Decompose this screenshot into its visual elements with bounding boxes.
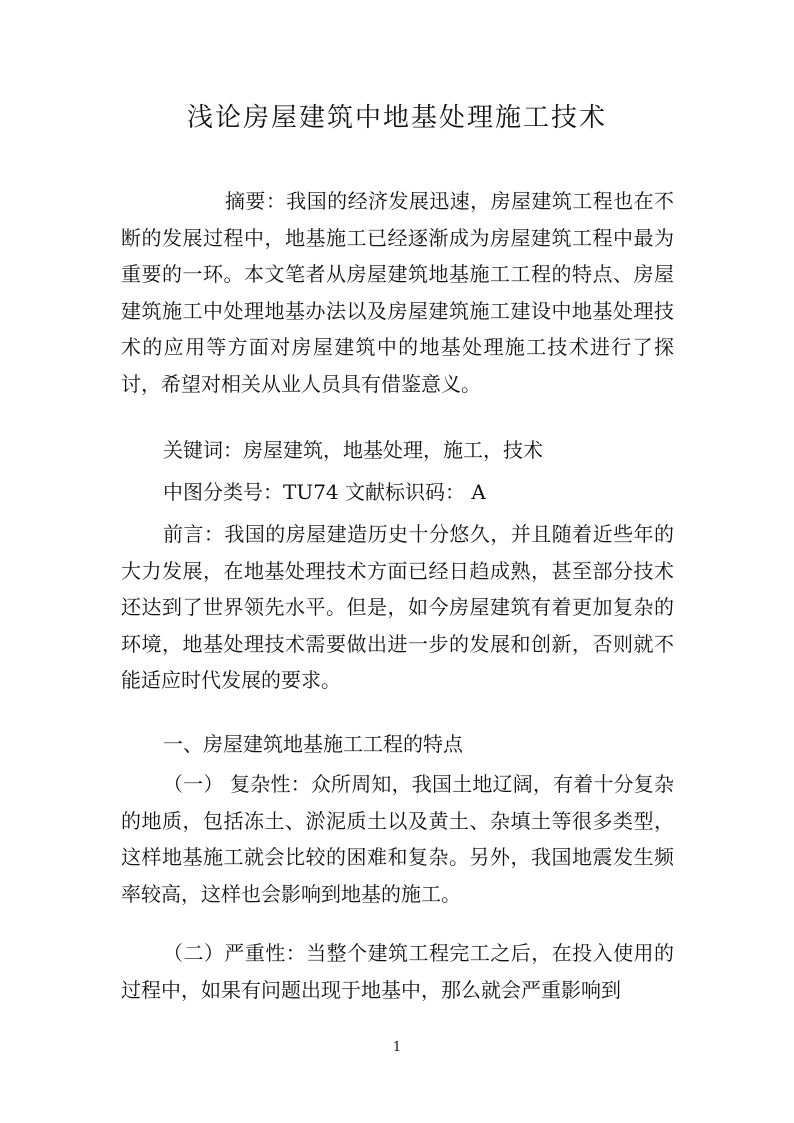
abstract-paragraph: 摘要：我国的经济发展迅速，房屋建筑工程也在不断的发展过程中，地基施工已经逐渐成为房屋建筑工程中最为重要的一环。本文笔者从房屋建筑地基施工工程的特点、房屋建筑施工中处理地基办法以及房屋建筑施工建设中地基处理技术的应用等方面对房屋建筑中的地基处理施工技术进行了探讨，希望对相关从业人员具有借鉴意义。 [121, 189, 674, 396]
item-severity-paragraph: （二）严重性：当整个建筑工程完工之后，在投入使用的过程中，如果有问题出现于地基中，那么就会严重影响到 [121, 941, 674, 1002]
item-complexity-paragraph: （一） 复杂性：众所周知，我国土地辽阔，有着十分复杂的地质，包括冻土、淤泥质土以及黄土、杂填土等很多类型，这样地基施工就会比较的困难和复杂。另外，我国地震发生频率较高，这样也会影响到地基的施工。 [121, 772, 674, 906]
preface-paragraph: 前言：我国的房屋建造历史十分悠久，并且随着近些年的大力发展，在地基处理技术方面已经日趋成熟，甚至部分技术还达到了世界领先水平。但是，如今房屋建筑有着更加复杂的环境，地基处理技术需要做出进一步的发展和创新，否则就不能适应时代发展的要求。 [121, 522, 674, 692]
document-title: 浅论房屋建筑中地基处理施工技术 [186, 103, 607, 133]
keywords-line: 关键词：房屋建筑，地基处理，施工，技术 [163, 438, 543, 462]
classification-line: 中图分类号：TU74 文献标识码： A [163, 480, 486, 504]
section-heading: 一、房屋建筑地基施工工程的特点 [163, 732, 463, 756]
page-number: 1 [392, 1040, 402, 1055]
